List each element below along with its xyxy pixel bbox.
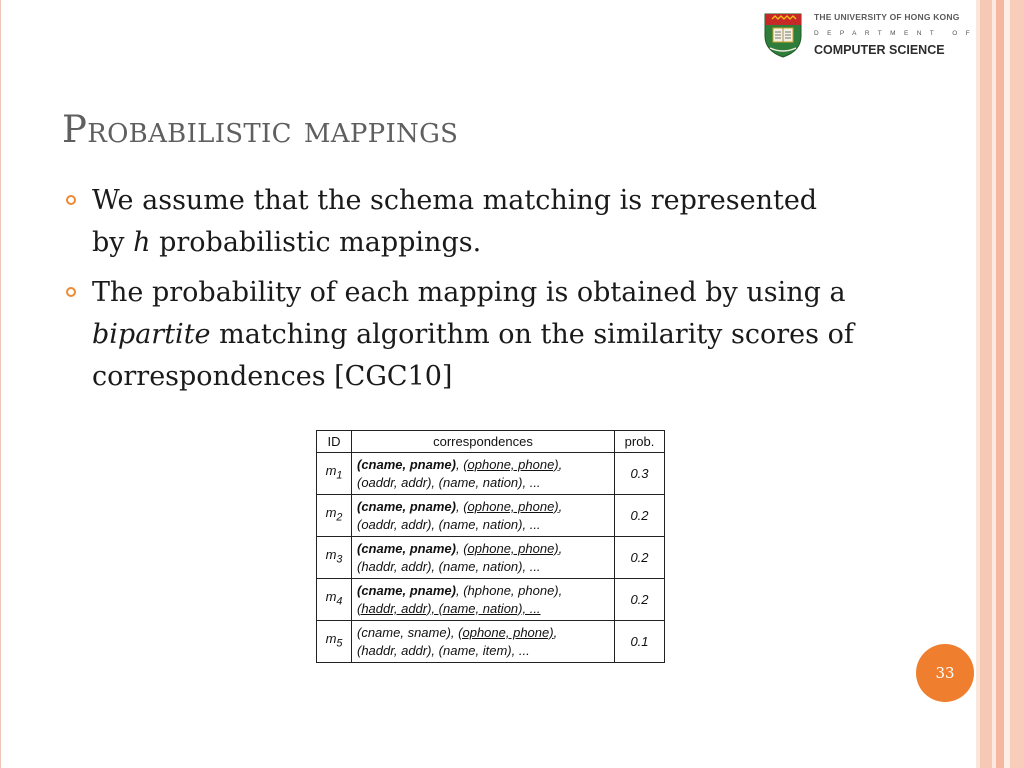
department-name: COMPUTER SCIENCE [814,43,945,57]
slide-title: Probabilistic mappings [62,108,459,151]
table-header-row [317,431,665,453]
bullet-text: We assume that the schema matching is represented by [92,185,818,258]
bullet-text: The probability of each mapping is obtained by using a [92,277,846,308]
bullet-emphasis: bipartite [92,319,211,350]
mapping-correspondences: (cname, pname), (ophone, phone), (haddr, addr), (name, nation), ... [352,537,615,579]
mapping-probability: 0.2 [615,579,665,621]
page-number-badge: 33 [916,644,974,702]
department-label: DEPARTMENT OF [814,30,979,37]
table-row [317,621,665,663]
hku-cs-logo [762,10,979,58]
bullet-item [64,272,854,398]
right-decor-stripe [996,0,1004,768]
mapping-correspondences: (cname, pname), (ophone, phone), (oaddr, addr), (name, nation), ... [352,453,615,495]
university-crest-icon [762,12,804,58]
mapping-probability: 0.2 [615,537,665,579]
table-row [317,453,665,495]
bullet-emphasis: h [133,227,151,258]
mapping-id: $m_5$ [317,621,352,663]
table-row [317,579,665,621]
mapping-id: $m_4$ [317,579,352,621]
right-decor-stripe [980,0,992,768]
university-name: THE UNIVERSITY OF HONG KONG [814,12,960,22]
bullet-text: matching algorithm on the similarity scores of correspondences [CGC10] [92,319,854,392]
mappings-table [316,430,665,663]
table-row [317,537,665,579]
bullet-circle-icon [66,287,76,297]
mapping-correspondences: (cname, pname), (ophone, phone), (oaddr, addr), (name, nation), ... [352,495,615,537]
mapping-id: $m_2$ [317,495,352,537]
bullet-item [64,180,854,264]
column-header-prob: prob. [615,431,665,453]
column-header-id: ID [317,431,352,453]
mapping-probability: 0.1 [615,621,665,663]
bullet-circle-icon [66,195,76,205]
table-row [317,495,665,537]
bullet-list [64,180,854,406]
mapping-id: $m_1$ [317,453,352,495]
left-edge-line [0,0,1,768]
mapping-id: $m_3$ [317,537,352,579]
mapping-probability: 0.3 [615,453,665,495]
bullet-text: probabilistic mappings. [150,227,482,258]
column-header-correspondences: correspondences [352,431,615,453]
mapping-correspondences: (cname, sname), (ophone, phone), (haddr, addr), (name, item), ... [352,621,615,663]
right-decor-stripe [1010,0,1024,768]
mapping-correspondences: (cname, pname), (hphone, phone), (haddr, addr), (name, nation), ... [352,579,615,621]
mapping-probability: 0.2 [615,495,665,537]
